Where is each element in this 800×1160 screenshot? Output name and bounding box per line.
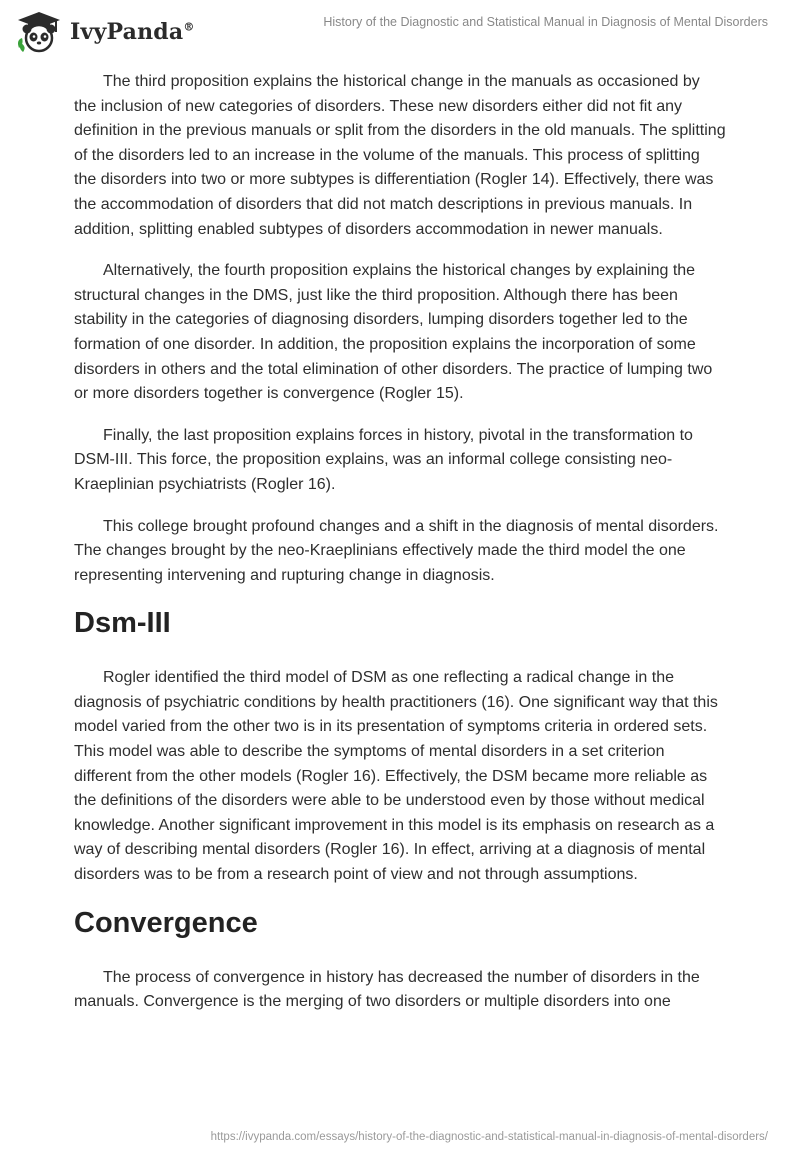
document-title: History of the Diagnostic and Statistical Manual in Diagnosis of Mental Disorders [323,15,768,29]
paragraph: The third proposition explains the historical change in the manuals as occasioned by the inclusion of new categories of disorders. These new disorders either did not fit any definition in the previous manuals or split from the disorders in the old manuals. The splitting of the disorders led to an increase in the volume of the manuals. This process of splitting the disorders into two or more subtypes is differentiation (Rogler 14). Effectively, there was the accommodation of disorders that did not match descriptions in previous manuals. In addition, splitting enabled subtypes of disorders accommodation in newer manuals. [74,73,726,238]
panda-logo-icon [14,10,64,54]
paragraph: The process of convergence in history has decreased the number of disorders in the manuals. Convergence is the merging of two disorders or multiple disorders into one [74,968,700,1011]
paragraph: Alternatively, the fourth proposition explains the historical changes by explaining the structural changes in the DMS, just like the third proposition. Although there has been stability in the categories of diagnosing disorders, lumping disorders together led to the formation of one disorder. In addition, the proposition explains the incorporation of some disorders in others and the total elimination of other disorders. The practice of lumping two or more disorders together is convergence (Rogler 15). [74,262,713,403]
essay-content [74,70,726,1032]
brand-name: IvyPanda® [70,19,195,45]
registered-mark: ® [183,20,195,34]
section-heading-convergence: Convergence [74,906,258,939]
paragraph: This college brought profound changes and a shift in the diagnosis of mental disorders. The changes brought by the neo-Kraeplinians effectively made the third model the one representing intervening and rupturing change in diagnosis. [74,517,719,584]
paragraph: Finally, the last proposition explains forces in history, pivotal in the transformation to DSM-III. This force, the proposition explains, was an informal college consisting neo-Kraeplinian psychiatrists (Rogler 16). [74,426,693,493]
paragraph: Rogler identified the third model of DSM as one reflecting a radical change in the diagnosis of psychiatric conditions by health practitioners (16). One significant way that this model varied from the other two is in its presentation of symptoms criteria in ordered sets. This model was able to describe the symptoms of mental disorders in a set criterion different from the other models (Rogler 16). Effectively, the DSM became more reliable as the definitions of the disorders were able to be understood even by those without medical knowledge. Another significant improvement in this model is its emphasis on research as a way of describing mental disorders (Rogler 16). In effect, arriving at a diagnosis of mental disorders was to be from a research point of view and not through assumptions. [74,669,718,884]
brand-logo[interactable] [14,10,195,54]
section-heading-dsm-iii: Dsm-III [74,607,171,640]
page-header [0,0,800,60]
footer-url-link[interactable]: https://ivypanda.com/essays/history-of-the-diagnostic-and-statistical-manual-in-diagnosis-of-mental-disorders/ [210,1131,768,1143]
